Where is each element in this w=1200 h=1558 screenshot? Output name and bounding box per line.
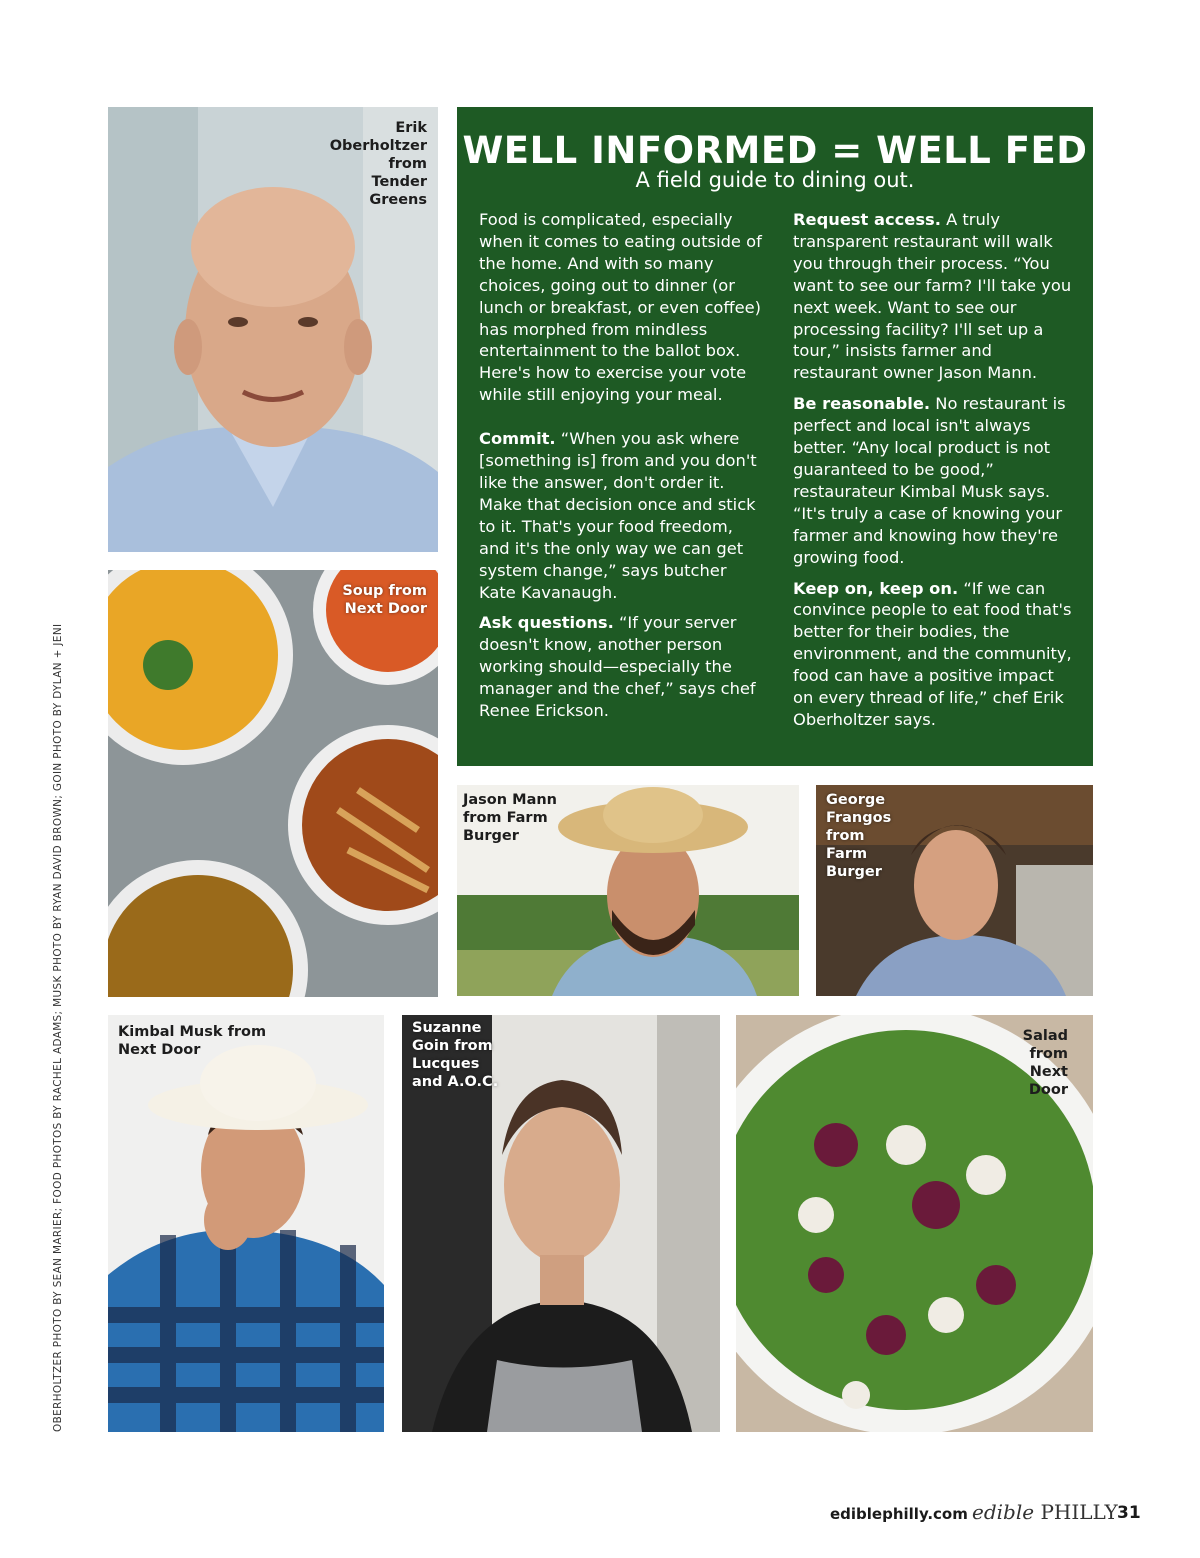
caption-jason: Jason Mann from Farm Burger xyxy=(463,792,558,844)
caption-erik: Erik Oberholtzer from Tender Greens xyxy=(329,120,427,208)
footer-website: ediblephilly.com xyxy=(830,1505,968,1523)
footer-brand xyxy=(972,1500,1118,1524)
tip-heading: Request access. xyxy=(793,210,941,229)
soup-image xyxy=(108,570,438,997)
tip-commit xyxy=(479,428,764,603)
photo-jason-mann xyxy=(457,785,799,996)
tip-request-access xyxy=(793,209,1078,384)
tip-heading: Keep on, keep on. xyxy=(793,578,959,598)
sidebar-title: WELL INFORMED = WELL FED xyxy=(462,129,1088,172)
tip-heading: Commit. xyxy=(479,429,556,449)
page-number: 31 xyxy=(1117,1503,1141,1523)
photo-credit: OBERHOLTZER PHOTO BY SEAN MARIER; FOOD PHOTOS BY RACHEL ADAMS; MUSK PHOTO BY RYAN DAVID BROWN; GOIN PHOTO BY DYLAN + JENI xyxy=(52,623,64,1432)
portrait-image xyxy=(108,1015,384,1432)
brand-philly: PHILLY xyxy=(1040,1500,1118,1524)
tip-keep-on xyxy=(793,578,1078,731)
tip-text: “If your server doesn't know, another person working should—especially the manager and the chef,” says chef Renee Erickson. xyxy=(479,613,756,721)
photo-george-frangos xyxy=(816,785,1093,996)
tip-ask-questions xyxy=(479,612,764,722)
caption-george: George Frangos from Farm Burger xyxy=(826,792,892,880)
caption-salad: Salad from Next Door xyxy=(1022,1028,1068,1098)
photo-suzanne-goin xyxy=(402,1015,720,1432)
intro-paragraph: Food is complicated, especially when it comes to eating outside of the home. And with so many choices, going out to dinner (or lunch or breakfast, or even coffee) has morphed from mindless entertainment to the ballot box. Here's how to exercise your vote while still enjoying your meal. xyxy=(479,210,762,405)
caption-suzanne: Suzanne Goin from Lucques and A.O.C. xyxy=(412,1020,499,1090)
sidebar-column-left xyxy=(479,209,764,731)
tip-heading: Ask questions. xyxy=(479,613,614,633)
photo-soup xyxy=(108,570,438,997)
tip-be-reasonable xyxy=(793,393,1078,568)
tip-text: A truly transparent restaurant will walk you through their process. “You want to see our farm? I'll take you next week. Want to see our processing facility? I'll set up a tour,” insists farmer and restaurant owner Jason Mann. xyxy=(793,210,1072,383)
tip-text: “When you ask where [something is] from and you don't like the answer, don't order it. Make that decision once and stick to it. That's your food freedom, and it's the only way we can get system change,” says butcher Kate Kavanaugh. xyxy=(479,429,757,602)
sidebar-field-guide xyxy=(457,107,1093,766)
tip-text: “If we can convince people to eat food that's better for their bodies, the environment, and the community, food can have a positive impact on every thread of life,” chef Erik Oberholtzer says. xyxy=(793,578,1072,729)
sidebar-subtitle: A field guide to dining out. xyxy=(635,168,915,192)
photo-salad xyxy=(736,1015,1093,1432)
sidebar-column-right xyxy=(793,209,1078,740)
caption-kimbal: Kimbal Musk from Next Door xyxy=(118,1024,267,1058)
photo-kimbal-musk xyxy=(108,1015,384,1432)
tip-text: No restaurant is perfect and local isn't always better. “Any local product is not guaranteed to be good,” restaurateur Kimbal Musk says. “It's truly a case of knowing your farmer and knowing how they're growing food. xyxy=(793,394,1066,567)
photo-erik-oberholtzer xyxy=(108,107,438,552)
brand-edible: edible xyxy=(972,1500,1035,1524)
caption-soup: Soup from Next Door xyxy=(342,583,427,617)
tip-heading: Be reasonable. xyxy=(793,394,931,414)
